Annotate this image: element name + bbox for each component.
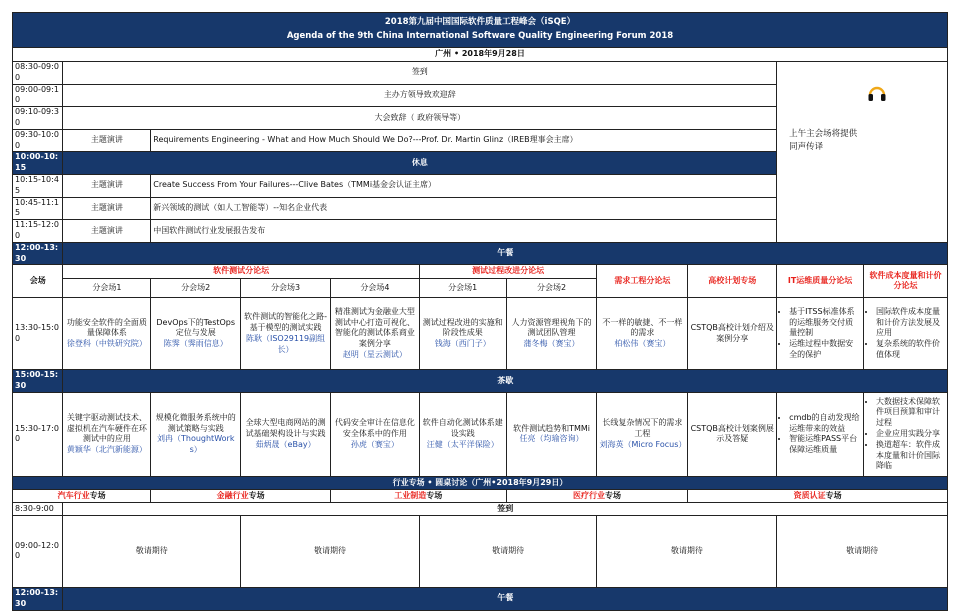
list-item: • 换道超车：软件成本度量和计价国际降临 — [876, 440, 945, 472]
session-type: 主题演讲 — [63, 174, 151, 197]
time-cell: 8:30-9:00 — [13, 502, 63, 515]
side-note-panel — [777, 62, 948, 243]
track-row — [13, 489, 948, 502]
tea-label: 茶歇 — [63, 370, 948, 393]
day2-title: 行业专场 • 圆桌讨论（广州•2018年9月29日） — [13, 476, 948, 489]
title-en: Agenda of the 9th China International Software Quality Engineering Forum 2018 — [286, 31, 674, 41]
talk-title: 人力资源管理视角下的测试团队管理 — [511, 317, 592, 338]
list-item: • 智能运维PASS平台保障运维质量 — [789, 434, 861, 456]
track-cell: 敬请期待 — [63, 515, 241, 587]
talk-speaker: 刘冉（ThoughtWorks） — [156, 434, 235, 455]
side-note-line2: 同声传译 — [789, 141, 824, 152]
talk-title: 软件测试的智能化之路-基于模型的测试实践 — [244, 312, 327, 333]
session1-row — [13, 298, 948, 370]
talk-speaker: 蒲冬梅（赛宝） — [523, 339, 580, 349]
talk-cell — [597, 392, 688, 476]
location-date: 广州 • 2018年9月28日 — [13, 48, 948, 62]
talk-title: 关键字驱动测试技术、虚拟机在汽车硬件在环测试中的应用 — [66, 412, 147, 444]
talk-speaker: 陈霁（霁雨信息） — [163, 339, 228, 349]
time-cell: 15:00-15:30 — [13, 370, 63, 393]
time-cell: 09:00-12:00 — [13, 515, 63, 587]
session2-row — [13, 392, 948, 476]
talk-cell — [688, 392, 777, 476]
track-certification: 资质认证专场 — [688, 489, 948, 502]
talk-title: 精准测试为金融业大型测试中心打造可视化、智能化的测试体系商业案例分享 — [334, 306, 415, 349]
session-content: 中国软件测试行业发展报告发布 — [151, 220, 777, 243]
lunch-label: 午餐 — [63, 242, 948, 265]
session-type: 主题演讲 — [63, 220, 151, 243]
venue-name: 分会场3 — [241, 279, 331, 298]
title-cn: 2018第九届中国国际软件质量工程峰会（iSQE） — [384, 17, 576, 28]
talk-title: 测试过程改进的实施和阶段性成果 — [422, 317, 503, 338]
list-item: • 国际软件成本度量和计价方法发展及应用 — [876, 307, 945, 339]
talk-cell — [597, 298, 688, 370]
talk-cell — [63, 392, 151, 476]
track-cell: 敬请期待 — [777, 515, 948, 587]
lunch-row — [13, 242, 948, 265]
headphones-icon — [867, 84, 887, 102]
day2-banner — [13, 476, 948, 489]
track-cell: 敬请期待 — [241, 515, 420, 587]
talk-speaker: 茹炳晟（eBay） — [255, 439, 316, 449]
talk-title: 规模化微服务系统中的测试策略与实践 — [155, 412, 236, 433]
session-type: 主题演讲 — [63, 197, 151, 220]
morning-row — [13, 62, 948, 85]
talk-speaker: 钱海（西门子） — [434, 339, 491, 349]
agenda-table — [12, 12, 948, 611]
list-item: • cmdb的自动发现给运维带来的效益 — [789, 413, 861, 435]
time-cell: 12:00-13:30 — [13, 242, 63, 265]
talk-speaker: 孙虎（赛宝） — [350, 439, 399, 449]
time-cell: 08:30-09:00 — [13, 62, 63, 85]
venue-name: 分会场4 — [330, 279, 419, 298]
forum-process-improvement: 测试过程改进分论坛 — [419, 265, 597, 279]
lunch-label: 午餐 — [63, 587, 948, 610]
time-cell: 10:00-10:15 — [13, 152, 63, 175]
talk-title: 功能安全软件的全面质量保障体系 — [66, 317, 147, 338]
list-item: • 企业应用实践分享 — [876, 429, 945, 440]
day2-checkin-row — [13, 502, 948, 515]
cost-list — [863, 298, 947, 370]
time-cell: 09:30-10:00 — [13, 129, 63, 152]
session-content: 休息 — [63, 152, 777, 175]
track-manufacturing: 工业制造专场 — [330, 489, 506, 502]
it-ops-list — [777, 392, 864, 476]
talk-title: DevOps下的TestOps定位与发展 — [156, 317, 236, 338]
talk-cell — [506, 298, 597, 370]
talk-title: 软件测试趋势和TMMi — [513, 423, 591, 433]
time-cell: 12:00-13:30 — [13, 587, 63, 610]
talk-title: 不一样的敏捷、不一样的需求 — [602, 317, 683, 338]
talk-title: CSTQB高校计划介绍及案例分享 — [690, 323, 774, 343]
session-content: 签到 — [63, 62, 777, 85]
session-content: Create Success From Your Failures---Clive Bates（TMMi基金会认证主席） — [151, 174, 777, 197]
list-item: • 大数据技术保障软件项目预算和审计过程 — [876, 397, 945, 429]
talk-cell — [63, 298, 151, 370]
talk-speaker: 徐登科（中铁研究院） — [66, 339, 147, 349]
talk-title: 长线复杂情况下的需求工程 — [602, 418, 683, 439]
venue-label: 会场 — [13, 265, 63, 298]
forum-software-testing: 软件测试分论坛 — [63, 265, 419, 279]
talk-cell — [419, 298, 506, 370]
track-cell: 敬请期待 — [419, 515, 597, 587]
forum-requirements: 需求工程分论坛 — [597, 265, 688, 298]
time-cell: 11:15-12:00 — [13, 220, 63, 243]
talk-title: CSTQB高校计划案例展示及答疑 — [690, 423, 774, 444]
session-content: 新兴领域的测试（如人工智能等）--知名企业代表 — [151, 197, 777, 220]
talk-speaker: 黄颖华（北汽新能源） — [66, 445, 147, 455]
time-cell: 15:30-17:00 — [13, 392, 63, 476]
session-content: 大会致辞（ 政府领导等） — [63, 107, 777, 130]
time-cell: 09:00-09:10 — [13, 84, 63, 107]
title-banner — [13, 13, 948, 48]
cost-list — [863, 392, 947, 476]
venue-name: 分会场1 — [63, 279, 151, 298]
list-item: • 基于ITSS标准体系的运维服务交付质量控制 — [789, 307, 861, 339]
it-ops-list — [777, 298, 864, 370]
talk-speaker: 赵明（星云测试） — [342, 350, 407, 360]
forum-it-ops: IT运维质量分论坛 — [777, 265, 864, 298]
venue-name: 分会场1 — [419, 279, 506, 298]
venue-name: 分会场2 — [151, 279, 241, 298]
tea-row — [13, 370, 948, 393]
talk-speaker: 汪健（太平洋保险） — [426, 439, 499, 449]
forum-cost: 软件成本度量和计价分论坛 — [863, 265, 947, 298]
talk-cell — [151, 392, 241, 476]
list-item: • 复杂系统的软件价值体现 — [876, 339, 945, 361]
time-cell: 10:45-11:15 — [13, 197, 63, 220]
forum-heading-row — [13, 265, 948, 279]
time-cell: 09:10-09:30 — [13, 107, 63, 130]
talk-cell — [330, 392, 419, 476]
talk-speaker: 柏松伟（赛宝） — [614, 339, 671, 349]
day2-lunch-row — [13, 587, 948, 610]
talk-speaker: 陈耿（ISO29119副组长） — [245, 333, 326, 354]
talk-title: 代码安全审计在信息化安全体系中的作用 — [334, 418, 415, 439]
talk-speaker: 刘海英（Micro Focus） — [599, 439, 687, 449]
track-finance: 金融行业专场 — [151, 489, 331, 502]
list-item: • 运维过程中数据安全的保护 — [789, 339, 861, 361]
track-automotive: 汽车行业专场 — [13, 489, 151, 502]
forum-university: 高校计划专场 — [688, 265, 777, 298]
talk-cell — [330, 298, 419, 370]
talk-title: 软件自动化测试体系建设实践 — [422, 418, 503, 439]
day2-main-row — [13, 515, 948, 587]
talk-cell — [241, 392, 331, 476]
talk-cell — [688, 298, 777, 370]
time-cell: 13:30-15:00 — [13, 298, 63, 370]
time-cell: 10:15-10:45 — [13, 174, 63, 197]
session-content: Requirements Engineering - What and How Much Should We Do?---Prof. Dr. Martin Glinz（IREB理事会主席） — [151, 129, 777, 152]
talk-cell — [241, 298, 331, 370]
session-content: 主办方领导致欢迎辞 — [63, 84, 777, 107]
talk-cell — [419, 392, 506, 476]
talk-cell — [151, 298, 241, 370]
venue-name: 分会场2 — [506, 279, 597, 298]
track-medical: 医疗行业专场 — [506, 489, 688, 502]
side-note-line1: 上午主会场将提供 — [789, 129, 858, 139]
checkin-label: 签到 — [63, 502, 948, 515]
talk-title: 全球大型电商网站的测试基础架构设计与实践 — [245, 418, 326, 439]
talk-speaker: 任亮（均瑜咨询） — [519, 434, 584, 444]
talk-cell — [506, 392, 597, 476]
session-type: 主题演讲 — [63, 129, 151, 152]
track-cell: 敬请期待 — [597, 515, 777, 587]
